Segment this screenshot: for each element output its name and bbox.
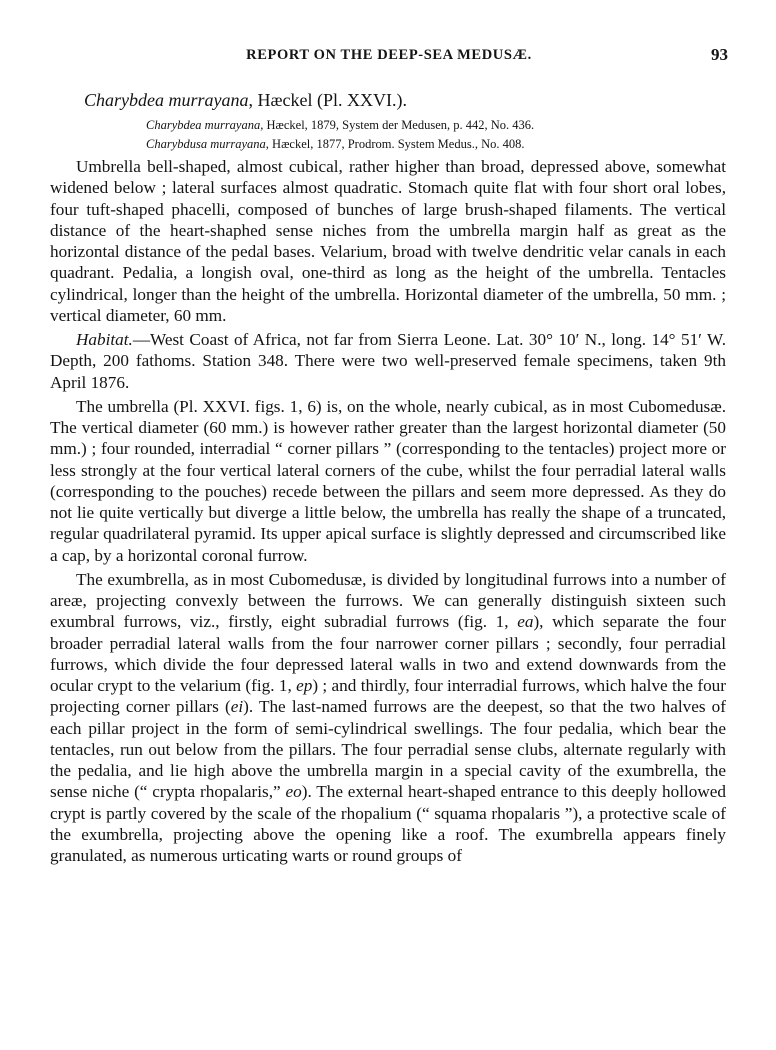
exumbrella-text-a: The exumbrella, as in most Cubomedusæ, is divided by longitudinal furrows into a number of areæ, projecting convexly between the furrows. We can generally distinguish sixteen such exumbral furrows, viz., firstly, eight subradial furrows (fig. 1,: [50, 569, 726, 632]
paragraph-exumbrella: [50, 569, 726, 867]
figure-label-ea: ea: [517, 612, 534, 632]
paragraph-habitat: [50, 329, 726, 393]
species-heading: [84, 90, 407, 111]
figure-label-eo: eo: [285, 782, 302, 802]
exumbrella-text-c: ) ; and thirdly, four interradial furrows, which halve the four projecting corner pillars (: [50, 676, 726, 717]
paragraph-diagnosis: Umbrella bell-shaped, almost cubical, rather higher than broad, depressed above, somewhat widened below ; lateral surfaces almost quadratic. Stomach quite flat with four short oral lobes, four tuft-shaped phacelli, composed of bunches of large brush-shaped filaments. The vertical distance of the heart-shaphed sense niches from the umbrella margin half as great as the horizontal distance of the pedal bases. Velarium, broad with twelve dendritic velar canals in each quadrant. Pedalia, a longish oval, one-third as long as the height of the umbrella. Tentacles cylindrical, longer than the height of the umbrella. Horizontal diameter of the umbrella, 50 mm. ; vertical diameter, 60 mm.: [50, 157, 726, 325]
synonym-reference-2: [146, 137, 524, 152]
synonym-reference-1: [146, 118, 534, 133]
synonym-name-1: Charybdea murrayana: [146, 118, 261, 132]
synonym-citation-2: , Hæckel, 1877, Prodrom. System Medus., No. 408.: [265, 137, 525, 151]
running-head: [50, 47, 728, 71]
exumbrella-text-b: ), which separate the four broader perradial lateral walls from the four narrower corner pillars ; secondly, four perradial furrows, which divide the four depressed lateral walls in two and extend downwards from the ocular crypt to the velarium (fig. 1,: [50, 612, 727, 695]
page-number: 93: [711, 45, 728, 64]
exumbrella-text-e: ). The external heart-shaped entrance to this deeply hollowed crypt is partly covered by the scale of the rhopalium (“ squama rhopalaris ”), a protective scale of the exumbrella, projecting above the opening like a roof. The exumbrella appears finely granulated, as numerous urticating warts or round groups of: [50, 782, 726, 865]
running-title: REPORT ON THE DEEP-SEA MEDUSÆ.: [246, 47, 532, 63]
exumbrella-text-d: ). The last-named furrows are the deepest, so that the two halves of each pillar project in the form of semi-cylindrical swellings. The four pedalia, which bear the tentacles, run out below from the pillars. The four perradial sense clubs, alternate regularly with the pedalia, and lie high above the umbrella margin in a special cavity of the exumbrella, the sense niche (“ crypta rhopalaris,”: [50, 697, 727, 802]
habitat-text: —West Coast of Africa, not far from Sierra Leone. Lat. 30° 10′ N., long. 14° 51′ W. Depth, 200 fathoms. Station 348. There were two well-preserved female specimens, taken 9th April 1876.: [50, 330, 726, 392]
synonym-name-2: Charybdusa murrayana: [146, 137, 266, 151]
body-text: [50, 156, 726, 866]
figure-label-ei: ei: [230, 697, 244, 717]
paragraph-umbrella: The umbrella (Pl. XXVI. figs. 1, 6) is, on the whole, nearly cubical, as in most Cubomedusæ. The vertical diameter (60 mm.) is however rather greater than the largest horizontal diameter (50 mm.) ; four rounded, interradial “ corner pillars ” (corresponding to the tentacles) project more or less strongly at the four vertical lateral corners of the cube, whilst the four perradial lateral walls (corresponding to the pouches) recede between the pillars and seem more depressed. As they do not lie quite vertically but diverge a little below, the umbrella has really the shape of a truncated, regular quadrilateral pyramid. Its upper apical surface is slightly depressed and circumscribed like a cap, by a horizontal coronal furrow.: [50, 396, 726, 565]
figure-label-ep: ep: [296, 676, 313, 695]
species-name: Charybdea murrayana: [84, 90, 249, 110]
synonym-citation-1: , Hæckel, 1879, System der Medusen, p. 442, No. 436.: [260, 118, 535, 132]
species-authority: , Hæckel (Pl. XXVI.).: [248, 90, 407, 110]
habitat-label: Habitat.: [76, 330, 133, 349]
